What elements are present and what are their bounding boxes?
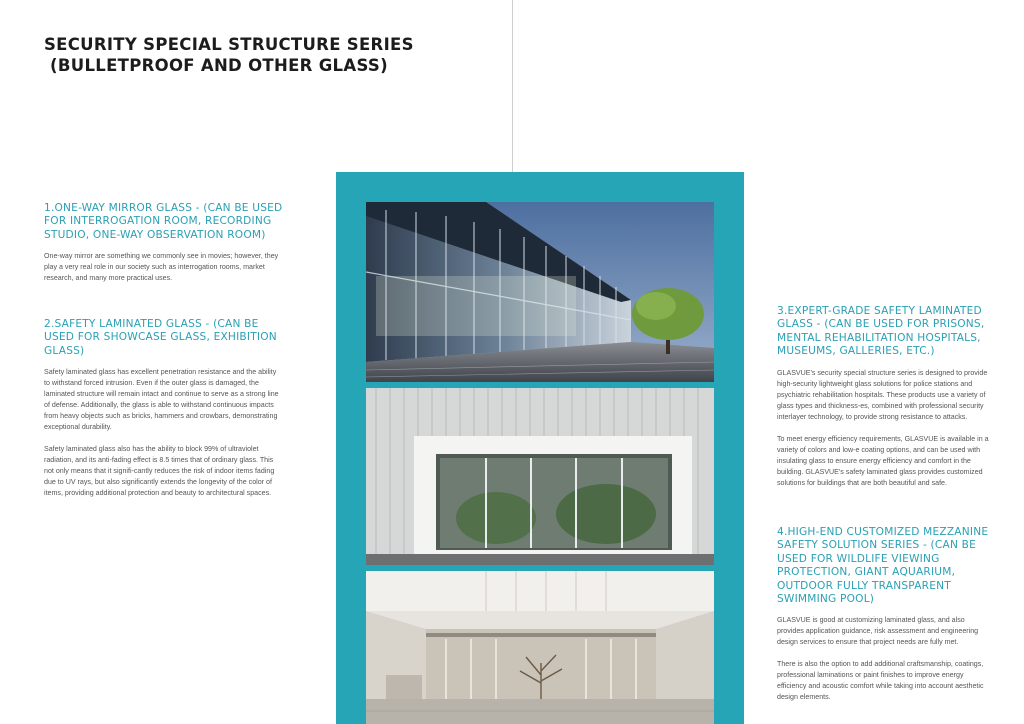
section-mezzanine bbox=[777, 526, 989, 714]
section-paragraph: GLASVUE is good at customizing laminated glass, and also provides application guidance, risk assessment and engineering design services to ensure that project needs are fully met. bbox=[777, 616, 979, 647]
section-heading: 3.EXPERT-GRADE SAFETY LAMINATED GLASS - (CAN BE USED FOR PRISONS, MENTAL REHABILITATION HOSPITALS, MUSEUMS, GALLERIES, ETC.) bbox=[777, 305, 985, 358]
page-title: SECURITY SPECIAL STRUCTURE SERIES (BULLETPROOF AND OTHER GLASS) bbox=[44, 35, 414, 75]
section-heading: 2.SAFETY LAMINATED GLASS - (CAN BE USED FOR SHOWCASE GLASS, EXHIBITION GLASS) bbox=[44, 318, 277, 357]
section-heading: 1.ONE-WAY MIRROR GLASS - (CAN BE USED FOR INTERROGATION ROOM, RECORDING STUDIO, ONE-WAY OBSERVATION ROOM) bbox=[44, 202, 283, 241]
section-paragraph: Safety laminated glass also has the ability to block 99% of ultraviolet radiation, and its anti-fading effect is 8.5 times that of ordinary glass. This not only means that it signifi-cantly reduces the risk of indoor items fading due to UV rays, but also significantly extends the longevity of the color of items, providing additional protection and beauty to architectural spaces. bbox=[44, 445, 275, 498]
section-paragraph: There is also the option to add additional craftsmanship, coatings, professional laminations or paint finishes to improve energy efficiency and acoustic comfort while taking into account aesthetic design elements. bbox=[777, 660, 984, 702]
section-paragraph: Safety laminated glass has excellent penetration resistance and the ability to withstand forced intrusion. Even if the outer glass is damaged, the laminated structure will remain intact and continue to serve as a strong line of defense. Additionally, the glass is able to withstand continuous impacts from heavy objects such as bricks, hammers and crowbars, demonstrating exceptional durability. bbox=[44, 368, 279, 432]
photo-atrium-interior bbox=[366, 571, 714, 724]
section-paragraph: GLASVUE's security special structure series is designed to provide high-security lightweight glass solutions for police stations and psychiatric rehabilitation hospitals. These products use a variety of glass types and thickness-es, combined with professional security interlayer technology, to provide strong resistance to attacks. bbox=[777, 368, 988, 421]
photo-panel bbox=[336, 172, 744, 724]
page-fold-line bbox=[512, 0, 513, 172]
section-paragraph: To meet energy efficiency requirements, GLASVUE is available in a variety of colors and low-e coating options, and can be used with insulating glass to ensure energy efficiency and comfort in the building. GLASVUE's safety laminated glass provides customized solutions for buildings that are both beautiful and safe. bbox=[777, 434, 989, 487]
section-paragraph: One-way mirror are something we commonly see in movies; however, they play a very real role in our society such as interrogation rooms, market research, and many more practical uses. bbox=[44, 252, 279, 283]
photo-glass-facade-dusk bbox=[366, 202, 714, 382]
section-expert-grade bbox=[777, 305, 989, 500]
section-one-way-mirror bbox=[44, 202, 284, 295]
photo-glass-entrance bbox=[366, 388, 714, 565]
section-heading: 4.HIGH-END CUSTOMIZED MEZZANINE SAFETY SOLUTION SERIES - (CAN BE USED FOR WILDLIFE VIEWING PROTECTION, GIANT AQUARIUM, OUTDOOR FULLY TRANSPARENT SWIMMING POOL) bbox=[777, 526, 989, 606]
section-safety-laminated bbox=[44, 318, 284, 510]
